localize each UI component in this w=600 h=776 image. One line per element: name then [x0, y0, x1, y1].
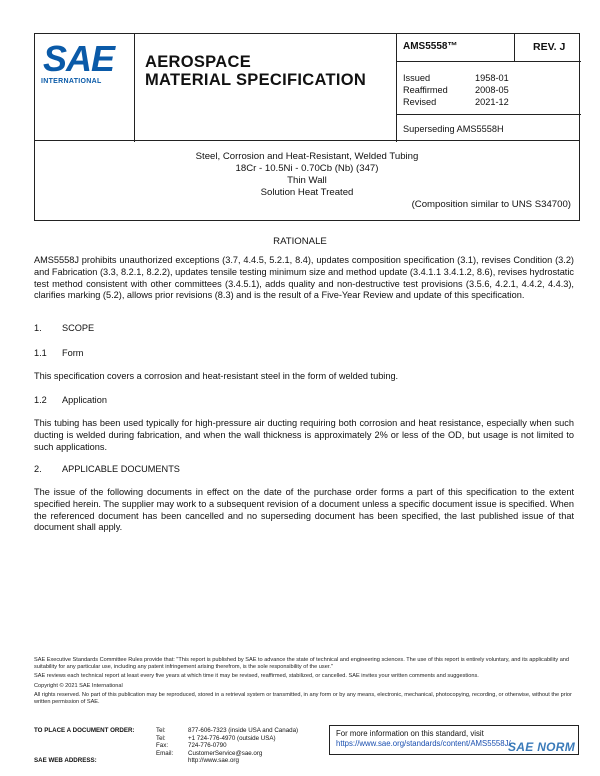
section-number: 1.2 [34, 395, 47, 405]
section-title: APPLICABLE DOCUMENTS [62, 464, 180, 474]
date-label: Reaffirmed [403, 85, 448, 95]
date-value: 1958-01 [475, 73, 509, 83]
subsection-heading [34, 395, 107, 405]
footer-rights: All rights reserved. No part of this publication may be reproduced, stored in a retrieval system or transmitted, in any form or by any means, electronic, mechanical, photocopying, recording, or otherwise, without the prior written permission of SAE. [34, 691, 572, 706]
date-value: 2021-12 [475, 97, 509, 107]
date-list [403, 72, 509, 108]
date-label: Issued [403, 73, 431, 83]
title-cell [135, 34, 397, 142]
subject-line-3: Thin Wall [287, 175, 327, 186]
standard-link[interactable]: https://www.sae.org/standards/content/AMS5558J/ [336, 739, 511, 748]
section-heading [34, 323, 94, 333]
doc-type-title-2: MATERIAL SPECIFICATION [145, 71, 367, 89]
order-label: TO PLACE A DOCUMENT ORDER: [34, 727, 135, 734]
logo-text: SAE [43, 38, 115, 79]
date-row [403, 84, 509, 96]
body-paragraph: This tubing has been used typically for high-pressure air ducting requiring both corrosion and heat resistance, especially when such ducting is welded during fabrication, and when the wall thickness is approximately 2% or less of the OD, but usage is not limited to such applications. [34, 418, 574, 452]
date-row [403, 96, 509, 108]
date-label: Revised [403, 97, 437, 107]
revision-label: REV. J [515, 34, 581, 62]
section-number: 1.1 [34, 348, 47, 358]
composition-note: (Composition similar to UNS S34700) [411, 199, 571, 210]
header-block [34, 33, 580, 141]
section-heading [34, 464, 180, 474]
contact-email-link[interactable]: CustomerService@sae.org [188, 749, 263, 757]
footer-notice: SAE Executive Standards Committee Rules provide that: "This report is published by SAE to advance the state of technical and engineering sciences. The use of this report is entirely voluntary, and its applicability and suitability for any particular use, including any patent infringement arising therefrom, is the sole responsibility of the user." [34, 657, 570, 671]
footer-copyright: Copyright © 2021 SAE International [34, 682, 123, 689]
logo-subtext: INTERNATIONAL [41, 78, 102, 85]
rationale-text: AMS5558J prohibits unauthorized exceptions (3.7, 4.4.5, 5.2.1, 8.4), updates composition specification (3.1), revises Condition (3.2) and Fabrication (3.3, 8.2.1, 8.2.2), updates tensile testing minimum size and method update (3.4.1.1 3.4.1.2, 8.6), revises hydrostatic test method consistent with other committees (3.4.5.1), adds quality and non-destructive test provisions (3.5.6, 4.2.1, 4.4.2, 4.4.3), clarifies marking (5.2), allows prior revisions (8.3) and is the result of a Five-Year Review and update of this specification. [34, 255, 574, 301]
contact-value: 724-776-0790 [188, 742, 227, 750]
section-title: Form [62, 348, 84, 358]
web-label: SAE WEB ADDRESS: [34, 757, 97, 765]
subject-line-1: Steel, Corrosion and Heat-Resistant, Welded Tubing [195, 151, 419, 162]
section-number: 2. [34, 464, 42, 474]
subsection-heading [34, 348, 83, 358]
contact-key: Email: [156, 749, 174, 757]
web-link[interactable]: http://www.sae.org [188, 757, 239, 765]
section-title: SCOPE [62, 323, 95, 333]
doc-type-title-1: AEROSPACE [145, 53, 251, 71]
doc-number: AMS5558™ [397, 34, 515, 62]
contact-key: Tel: [156, 734, 166, 742]
body-paragraph: This specification covers a corrosion and heat-resistant steel in the form of welded tubing. [34, 371, 399, 381]
date-value: 2008-05 [475, 85, 509, 95]
legal-footer [34, 657, 580, 708]
subject-line-4: Solution Heat Treated [260, 187, 354, 198]
contact-key: Fax: [156, 742, 169, 750]
doc-info-cell [397, 34, 581, 142]
subject-line-2: 18Cr - 10.5Ni - 0.70Cb (Nb) (347) [235, 163, 379, 174]
date-row [403, 72, 509, 84]
contact-value: +1 724-776-4970 (outside USA) [188, 734, 276, 742]
info-text: For more information on this standard, visit [336, 729, 484, 738]
sae-logo [35, 34, 135, 142]
rationale-heading: RATIONALE [273, 236, 327, 247]
contact-value: 877-606-7323 (inside USA and Canada) [188, 727, 299, 734]
body-paragraph: The issue of the following documents in effect on the date of the purchase order forms a part of this specification to the extent specified herein. The supplier may work to a subsequent revision of a document unless a specific document issue is specified. When the referenced document has been cancelled and no superseding document has been specified, the last published issue of that document shall apply. [34, 487, 574, 533]
subject-box [34, 141, 580, 221]
superseding-note: Superseding AMS5558H [397, 114, 581, 142]
section-number: 1. [34, 323, 42, 333]
watermark: SAE NORM [508, 740, 576, 754]
section-title: Application [62, 395, 107, 405]
contact-key: Tel: [156, 727, 166, 734]
footer-review-note: SAE reviews each technical report at least every five years at which time it may be revised, reaffirmed, stabilized, or cancelled. SAE invites your written comments and suggestions. [34, 673, 479, 680]
